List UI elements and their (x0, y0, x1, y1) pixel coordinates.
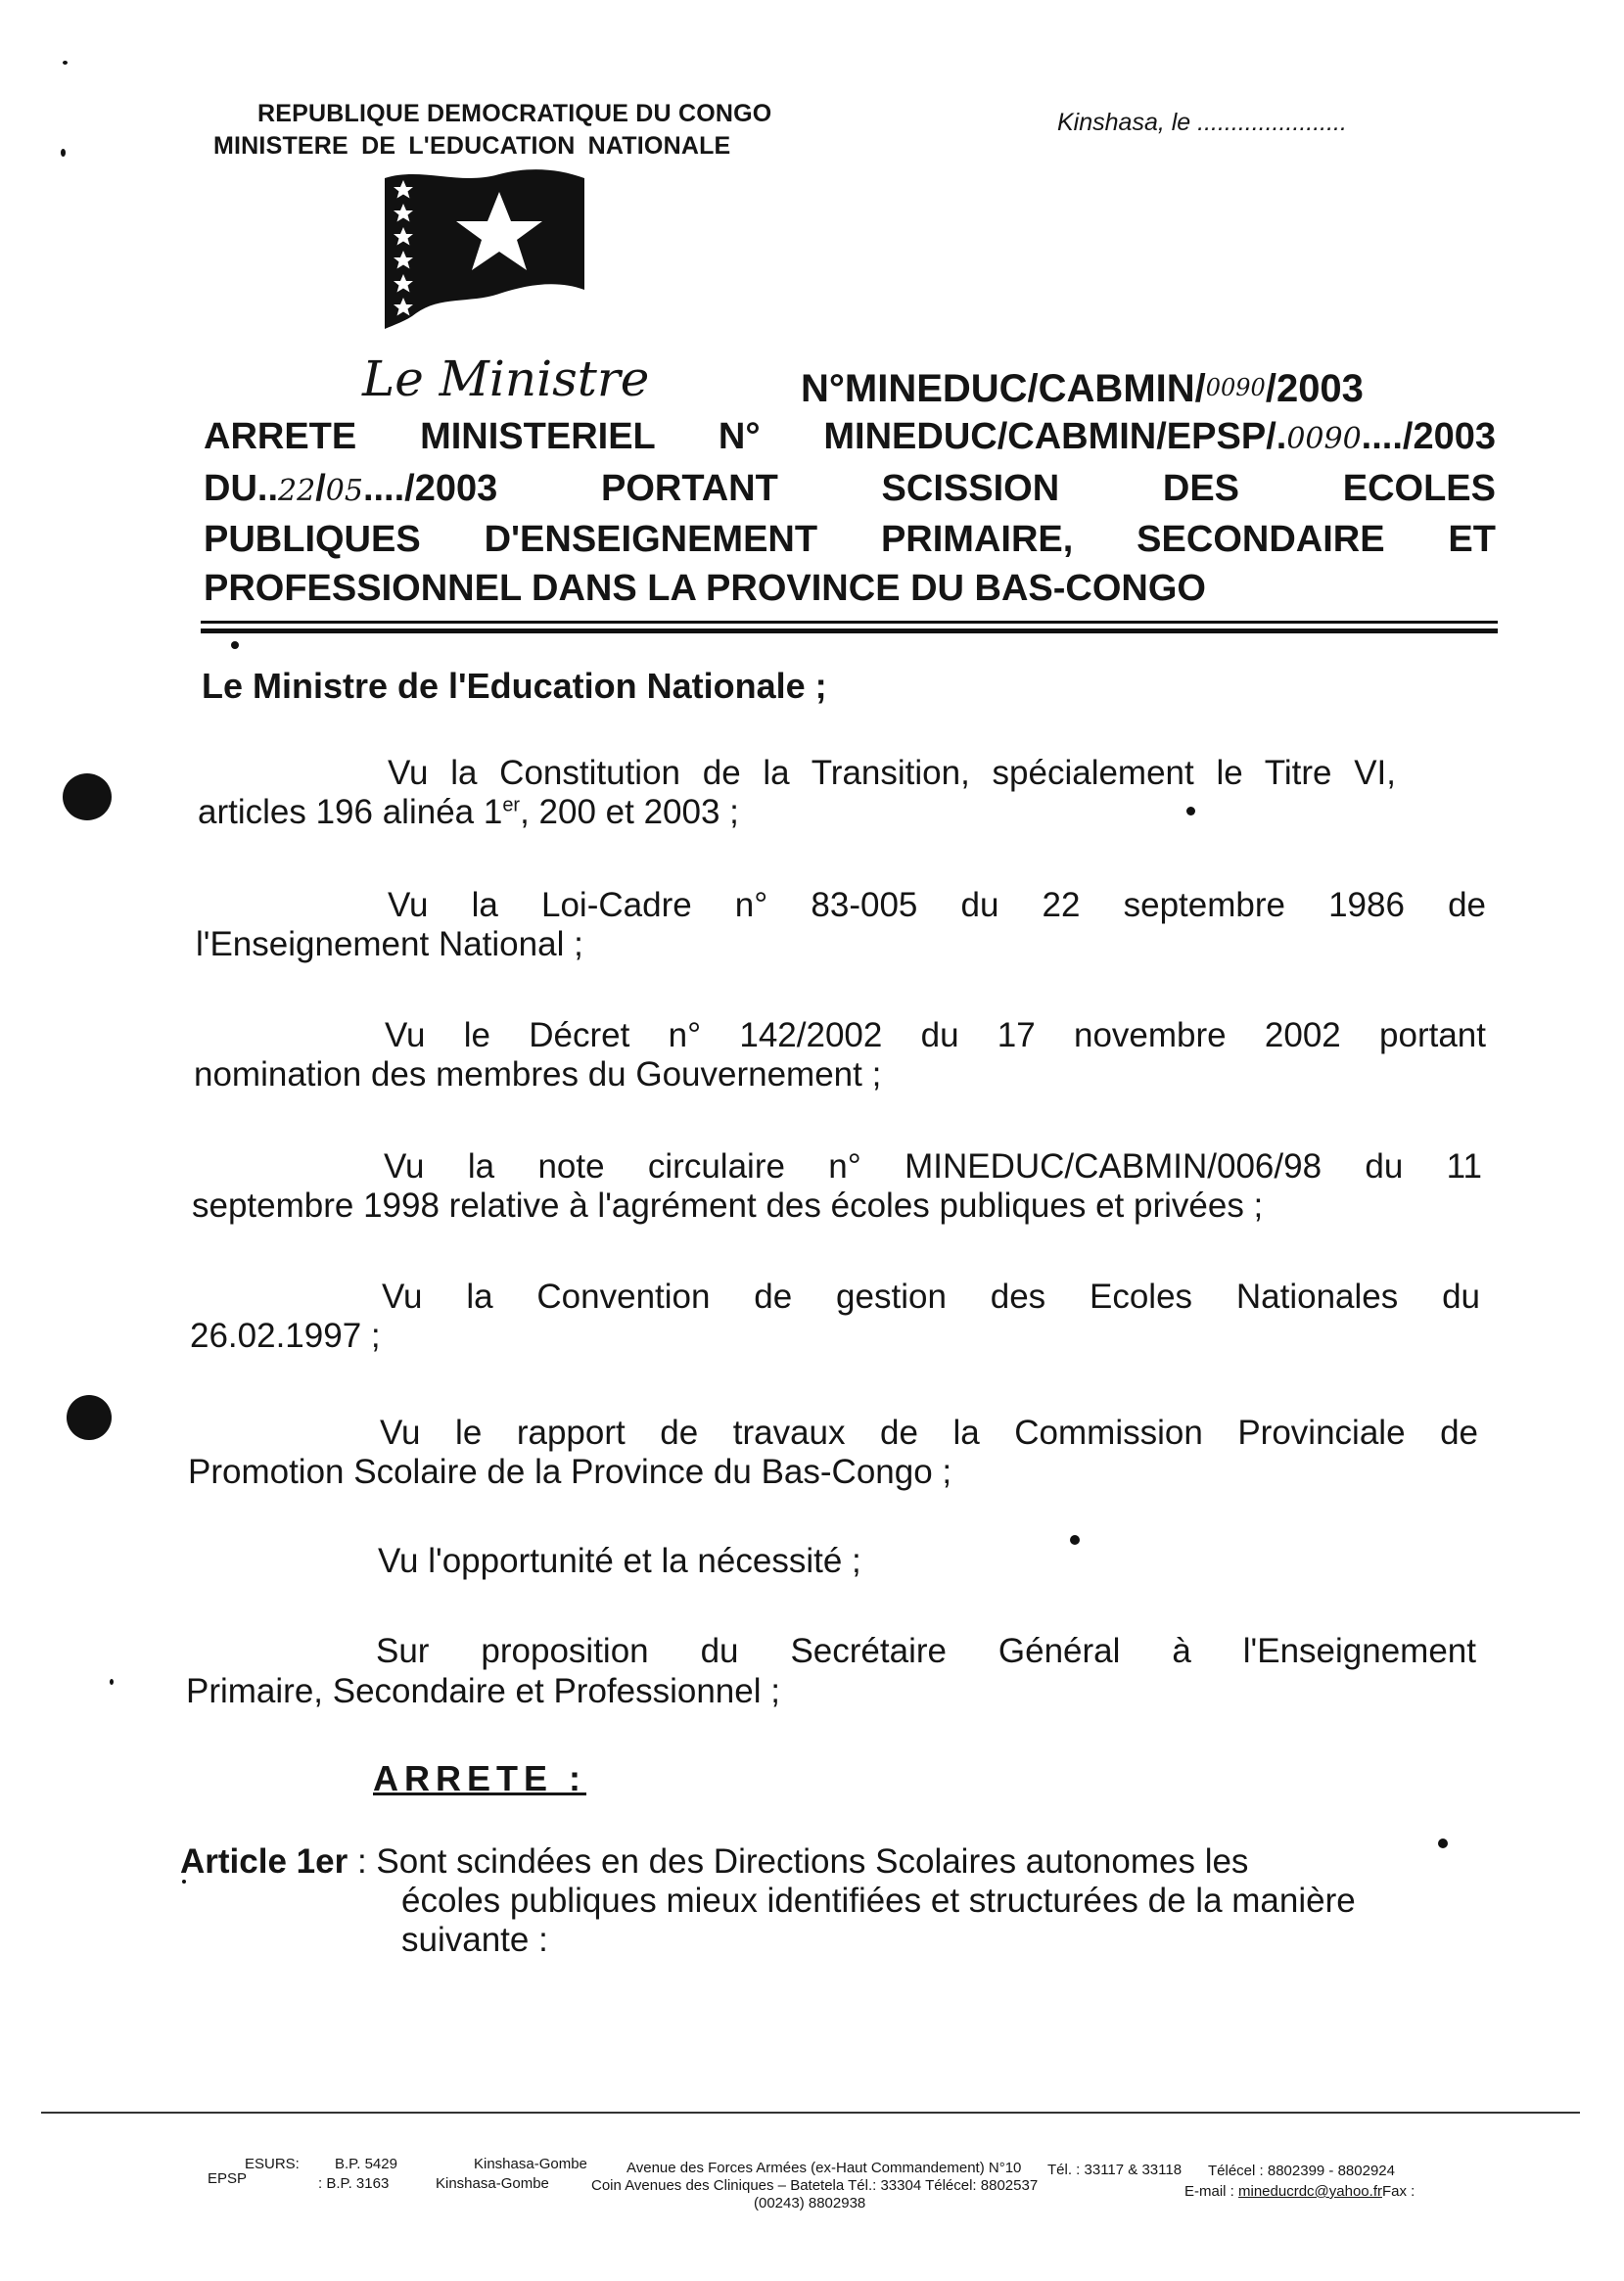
country-name: REPUBLIQUE DEMOCRATIQUE DU CONGO (257, 100, 772, 127)
title-line-3: PUBLIQUES D'ENSEIGNEMENT PRIMAIRE, SECONDAIRE ET (204, 519, 1496, 560)
consideration-text: articles 196 alinéa 1 (198, 793, 503, 831)
footer-epsp-label: EPSP (208, 2170, 248, 2187)
footer-esurs-tel: Tél. : 33117 & 33118 (1047, 2162, 1183, 2178)
article-1-first-line (180, 1842, 1248, 1882)
reference-prefix: N°MINEDUC/CABMIN/ (801, 367, 1206, 410)
punch-hole (67, 1395, 112, 1440)
fax-label: Fax : (1381, 2183, 1415, 2200)
title-text: DU.. (204, 468, 278, 509)
footer-esurs-label: ESURS: (245, 2156, 300, 2172)
footer-epsp-email (1184, 2183, 1415, 2200)
congo-flag-icon (382, 164, 587, 331)
consideration-6-second: Promotion Scolaire de la Province du Bas-Congo ; (188, 1453, 952, 1491)
title-rule (201, 628, 1498, 633)
footer-epsp-bp: : B.P. 3163 (318, 2175, 390, 2192)
consideration-text: , 200 et 2003 ; (520, 793, 739, 831)
decree-word-text: ARRETE : (373, 1758, 586, 1798)
consideration-6-first: Vu le rapport de travaux de la Commission Provinciale de (380, 1414, 1478, 1452)
ordinal-suffix: er (502, 794, 521, 816)
scan-speck (1186, 807, 1195, 815)
decree-word (373, 1758, 586, 1799)
consideration-1-first: Vu la Constitution de la Transition, spécialement le Titre VI, (388, 754, 1396, 792)
handwritten-month: 05 (325, 474, 363, 508)
consideration-5-second: 26.02.1997 ; (190, 1317, 381, 1355)
ministry-name: MINISTERE DE L'EDUCATION NATIONALE (213, 132, 731, 160)
footer-esurs-telecel: Télécel : 8802399 - 8802924 (1208, 2163, 1395, 2179)
reference-handwritten: 0090 (1205, 374, 1266, 401)
scan-speck (231, 641, 239, 649)
signatory-heading: Le Ministre (362, 350, 650, 407)
footer-esurs-address: Avenue des Forces Armées (ex-Haut Commandement) N°10 (626, 2160, 1022, 2176)
title-text: ..../2003 (1361, 416, 1496, 457)
consideration-2-second: l'Enseignement National ; (196, 925, 583, 963)
title-text: ARRETE MINISTERIEL N° MINEDUC/CABMIN/EPSP/. (204, 416, 1287, 457)
article-label: Article 1er (180, 1842, 348, 1881)
consideration-8-second: Primaire, Secondaire et Professionnel ; (186, 1672, 780, 1710)
consideration-4-second: septembre 1998 relative à l'agrément des écoles publiques et privées ; (192, 1187, 1264, 1225)
title-underline (201, 621, 1498, 624)
footer-esurs-bp: B.P. 5429 (335, 2156, 397, 2172)
consideration-3-second: nomination des membres du Gouvernement ; (194, 1055, 882, 1094)
footer-epsp-fax-number: (00243) 8802938 (754, 2195, 866, 2211)
consideration-3-first: Vu le Décret n° 142/2002 du 17 novembre 2002 portant (385, 1016, 1486, 1054)
title-line-2 (204, 468, 1496, 510)
article-text: Sont scindées en des Directions Scolaires autonomes les (376, 1842, 1249, 1881)
title-line-4: PROFESSIONNEL DANS LA PROVINCE DU BAS-CONGO (204, 568, 1206, 609)
scan-speck (110, 1679, 114, 1685)
handwritten-number: 0090 (1286, 422, 1362, 456)
consideration-5-first: Vu la Convention de gestion des Ecoles Nationales du (382, 1278, 1480, 1316)
consideration-4-first: Vu la note circulaire n° MINEDUC/CABMIN/006/98 du 11 (384, 1147, 1482, 1186)
email-label: E-mail : (1184, 2183, 1234, 2200)
punch-hole (63, 773, 112, 820)
footer-esurs-city: Kinshasa-Gombe (474, 2156, 587, 2172)
handwritten-day: 22 (278, 474, 316, 508)
consideration-8-first: Sur proposition du Secrétaire Général à l'Enseignement (376, 1632, 1476, 1670)
intro-line: Le Ministre de l'Education Nationale ; (202, 666, 827, 706)
footer-rule (41, 2112, 1580, 2114)
title-text: ..../2003 PORTANT SCISSION DES ECOLES (362, 468, 1496, 509)
title-text: / (315, 468, 326, 509)
scan-speck (61, 149, 66, 157)
title-line-1 (204, 416, 1496, 458)
scan-speck (1070, 1535, 1080, 1545)
consideration-1-second (198, 793, 739, 832)
footer-epsp-address: Coin Avenues des Cliniques – Batetela Tél.: 33304 Télécel: 8802537 (591, 2177, 1039, 2194)
scan-speck (63, 61, 68, 65)
consideration-7-first: Vu l'opportunité et la nécessité ; (378, 1542, 861, 1580)
footer-epsp-city: Kinshasa-Gombe (436, 2175, 549, 2192)
email-link[interactable]: mineducrdc@yahoo.fr (1238, 2183, 1382, 2200)
scan-speck (1438, 1839, 1448, 1848)
article-1-line-2: écoles publiques mieux identifiées et structurées de la manière (401, 1882, 1356, 1920)
place-date: Kinshasa, le ...................... (1057, 109, 1347, 136)
article-separator: : (348, 1842, 377, 1881)
reference-suffix: /2003 (1265, 367, 1364, 410)
consideration-2-first: Vu la Loi-Cadre n° 83-005 du 22 septembre 1986 de (388, 886, 1486, 924)
article-1-line-3: suivante : (401, 1921, 548, 1959)
reference-number (801, 367, 1364, 411)
